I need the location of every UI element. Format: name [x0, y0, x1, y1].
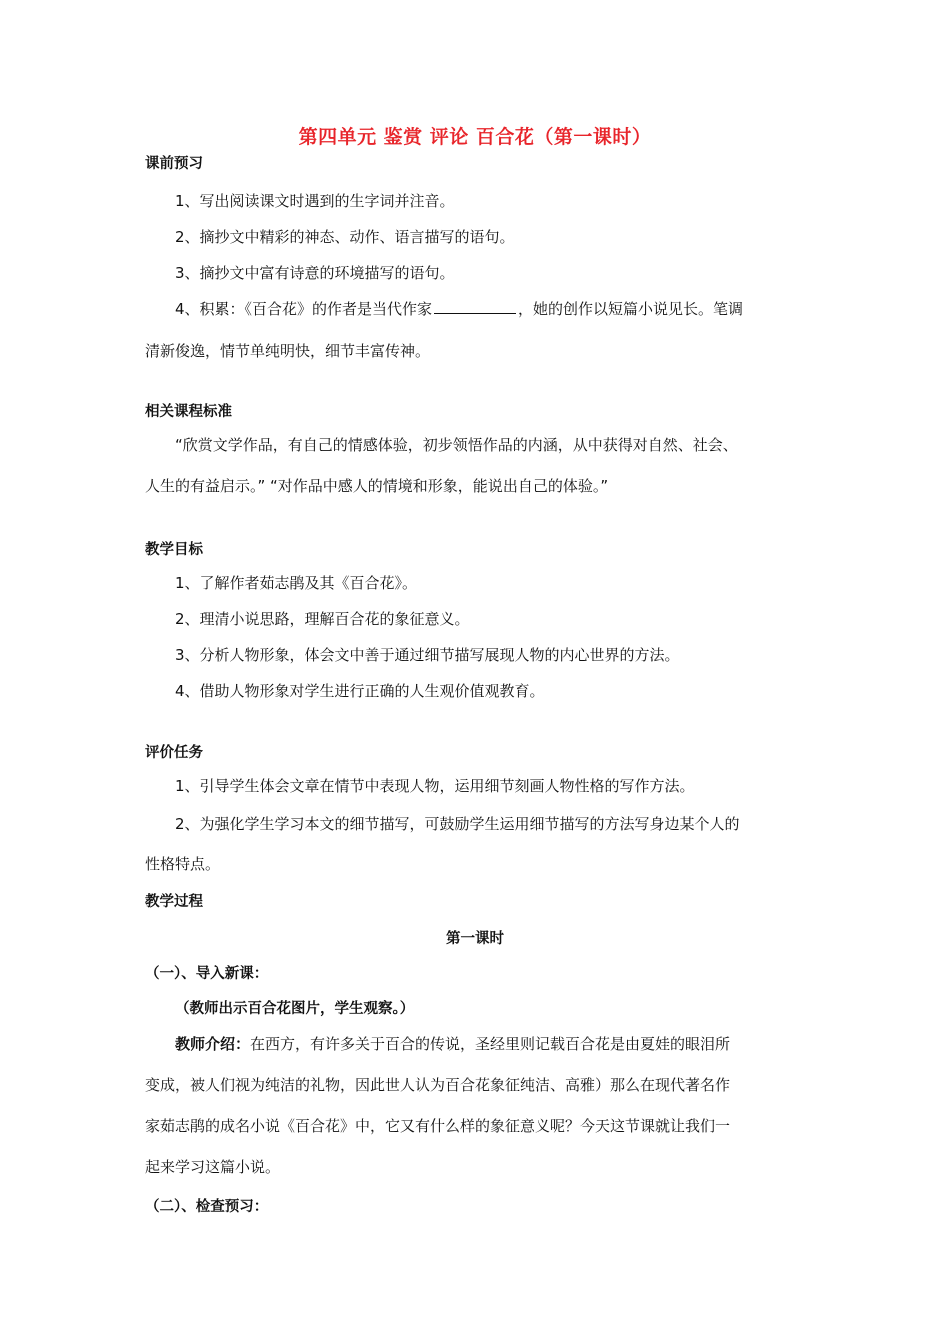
step-2-heading: （二）、检查预习： [145, 1199, 269, 1215]
step-1-heading: （一）、导入新课： [145, 966, 269, 982]
preview-item-3: 3、摘抄文中富有诗意的环境描写的语句。 [175, 264, 455, 282]
step-1-note: （教师出示百合花图片，学生观察。） [175, 1001, 415, 1017]
assessment-item-1: 1、引导学生体会文章在情节中表现人物，运用细节刻画人物性格的写作方法。 [175, 777, 695, 795]
fill-blank [434, 299, 516, 314]
intro-line-3: 家茹志鹃的成名小说《百合花》中，它又有什么样的象征意义呢？今天这节课就让我们一 [145, 1117, 731, 1135]
lesson-title: 第一课时 [446, 931, 504, 947]
goal-item-4: 4、借助人物形象对学生进行正确的人生观价值观教育。 [175, 682, 545, 700]
goal-item-3: 3、分析人物形象，体会文中善于通过细节描写展现人物的内心世界的方法。 [175, 646, 680, 664]
intro-line-2: 变成，被人们视为纯洁的礼物，因此世人认为百合花象征纯洁、高雅）那么在现代著名作 [145, 1076, 731, 1094]
page-title: 第四单元 鉴赏 评论 百合花（第一课时） [298, 126, 652, 148]
preview-item-4 [175, 298, 743, 319]
process-heading: 教学过程 [145, 894, 203, 910]
preview-item-2: 2、摘抄文中精彩的神态、动作、语言描写的语句。 [175, 228, 515, 246]
preview-item-4-rest: ，她的创作以短篇小说见长。笔调 [518, 300, 744, 318]
assessment-item-2-cont: 性格特点。 [145, 855, 221, 873]
assessment-item-2: 2、为强化学生学习本文的细节描写，可鼓励学生运用细节描写的方法写身边某个人的 [175, 815, 740, 833]
preview-heading: 课前预习 [145, 156, 203, 172]
preview-item-1: 1、写出阅读课文时遇到的生字词并注音。 [175, 192, 455, 210]
standard-line-2: 人生的有益启示。” “对作品中感人的情境和形象，能说出自己的体验。” [145, 477, 609, 495]
standard-line-1: “欣赏文学作品，有自己的情感体验，初步领悟作品的内涵，从中获得对自然、社会、 [175, 436, 738, 454]
intro-text-1: 在西方，有许多关于百合的传说，圣经里则记载百合花是由夏娃的眼泪所 [250, 1035, 731, 1053]
assessment-heading: 评价任务 [145, 745, 203, 761]
goal-item-2: 2、理清小说思路，理解百合花的象征意义。 [175, 610, 470, 628]
preview-item-4-text: 4、积累：《百合花》的作者是当代作家 [175, 300, 433, 318]
preview-item-4-cont: 清新俊逸，情节单纯明快，细节丰富传神。 [145, 342, 431, 360]
intro-line-4: 起来学习这篇小说。 [145, 1158, 281, 1176]
intro-line-1 [175, 1033, 730, 1054]
goals-heading: 教学目标 [145, 542, 203, 558]
standard-heading: 相关课程标准 [145, 404, 232, 420]
intro-label: 教师介绍： [175, 1035, 251, 1053]
goal-item-1: 1、了解作者茹志鹃及其《百合花》。 [175, 574, 418, 592]
